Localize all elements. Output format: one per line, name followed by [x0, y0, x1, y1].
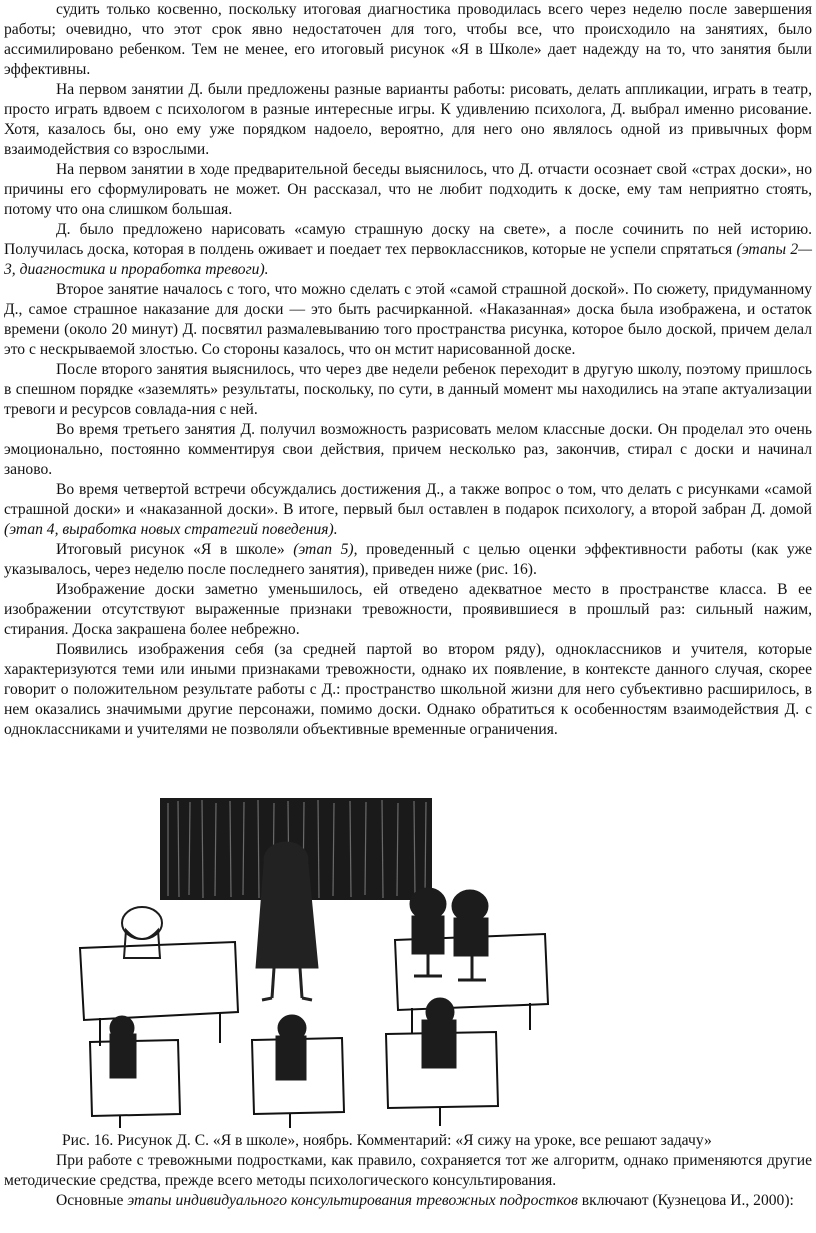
paragraph-italic: (этап 4, выработка новых стратегий поведения).: [4, 521, 338, 538]
student-right-front-2: [452, 890, 488, 980]
paragraph-text: Итоговый рисунок «Я в школе»: [56, 541, 285, 558]
paragraph-text: включают (Кузнецова И., 2000):: [581, 1192, 794, 1209]
paragraph: Появились изображения себя (за средней партой во втором ряду), одноклассников и учителя, которые характеризуются теми или иными признаками тревожности, однако их появление, в контексте данного случая, скорее говорит о положительном результате работы с Д.: пространство школьной жизни для него субъективно расширилось, в нем оказались значимыми другие персонажи, помимо доски. Однако обратиться к особенностям взаимодействия Д. с одноклассниками и учителями не позволяли объективные временные ограничения.: [4, 641, 812, 738]
paragraph-text: Основные: [56, 1192, 124, 1209]
paragraph: [4, 540, 812, 580]
child-drawing-figure: [60, 798, 700, 1128]
paragraph: На первом занятии в ходе предварительной беседы выяснилось, что Д. отчасти осознает свой «страх доски», но причины его сформулировать не может. Он рассказал, что не любит подходить к доске, ему там неприятно стоять, потому что она слишком большая.: [4, 161, 812, 218]
student-self-center-back: [276, 1015, 306, 1080]
paragraph-italic: (этапы 2—3, диагностика и проработка тревоги).: [4, 241, 812, 278]
paragraph-italic: этапы индивидуального консультирования тревожных подростков: [127, 1192, 578, 1209]
paragraph-italic: (этап 5),: [293, 541, 358, 558]
student-right-front-1: [410, 888, 446, 976]
body-text: [4, 0, 812, 740]
paragraph-text: Д. было предложено нарисовать «самую страшную доску на свете», а после сочинить по ней историю. Получилась доска, которая в полдень оживает и поедает тех первоклассников, которые не успели спрятаться: [4, 221, 812, 258]
paragraph: [4, 480, 812, 540]
student-left-front: [122, 907, 162, 958]
paragraph: На первом занятии Д. были предложены разные варианты работы: рисовать, делать аппликации, играть в театр, просто играть вдвоем с психологом в разные интересные игры. К удивлению психолога, Д. выбрал именно рисование. Хотя, казалось бы, оно ему уже порядком надоело, вероятно, для него оно являлось одной из привычных форм взаимодействия со взрослыми.: [4, 81, 812, 158]
body-text-after-figure: [4, 1151, 812, 1211]
student-left-back: [110, 1016, 136, 1078]
figure-caption: Рис. 16. Рисунок Д. С. «Я в школе», ноябрь. Комментарий: «Я сижу на уроке, все решают задачу»: [62, 1132, 712, 1149]
paragraph-text: Во время четвертой встречи обсуждались достижения Д., а также вопрос о том, что делать с рисунками «самой страшной доски» и «наказанной доски». В итоге, первый был оставлен в подарок психологу, а второй забран Д. домой: [4, 481, 812, 518]
paragraph: Второе занятие началось с того, что можно сделать с этой «самой страшной доской». По сюжету, придуманному Д., самое страшное наказание для доски — это быть расчирканной. «Наказанная» доска была изображена, и остаток времени (около 20 минут) Д. посвятил размалевыванию того пространства рисунка, которое было доской, причем делал это с нескрываемой злостью. Со стороны казалось, что он мстит нарисованной доске.: [4, 281, 812, 358]
paragraph: После второго занятия выяснилось, что через две недели ребенок переходит в другую школу, поэтому пришлось в спешном порядке «заземлять» результаты, поскольку, по сути, в данный момент мы находились на этапе актуализации тревоги и ресурсов совлада-ния с ней.: [4, 361, 812, 418]
student-right-back: [422, 998, 456, 1068]
paragraph: [4, 1191, 812, 1211]
paragraph: Изображение доски заметно уменьшилось, ей отведено адекватное место в пространстве класса. В ее изображении отсутствуют выраженные признаки тревожности, проявившиеся в прошлый раз: сильный нажим, стирания. Доска закрашена более небрежно.: [4, 581, 812, 638]
paragraph-text: проведенный с целью оценки эффективности работы (как уже указывалось, через неделю после последнего занятия), приведен ниже (рис. 16).: [4, 541, 812, 578]
paragraph: [4, 220, 812, 280]
paragraph: Во время третьего занятия Д. получил возможность разрисовать мелом классные доски. Он проделал это очень эмоционально, постоянно комментируя свои действия, причем несколько раз, закончив, стирал с доски и начинал заново.: [4, 421, 812, 478]
paragraph: судить только косвенно, поскольку итоговая диагностика проводилась всего через неделю после завершения работы; очевидно, что этот срок явно недостаточен для того, чтобы все, что происходило на занятиях, было ассимилировано ребенком. Тем не менее, его итоговый рисунок «Я в Школе» дает надежду на то, что занятия были эффективны.: [4, 1, 812, 78]
paragraph: При работе с тревожными подростками, как правило, сохраняется тот же алгоритм, однако применяются другие методические средства, прежде всего методы психологического консультирования.: [4, 1152, 812, 1189]
